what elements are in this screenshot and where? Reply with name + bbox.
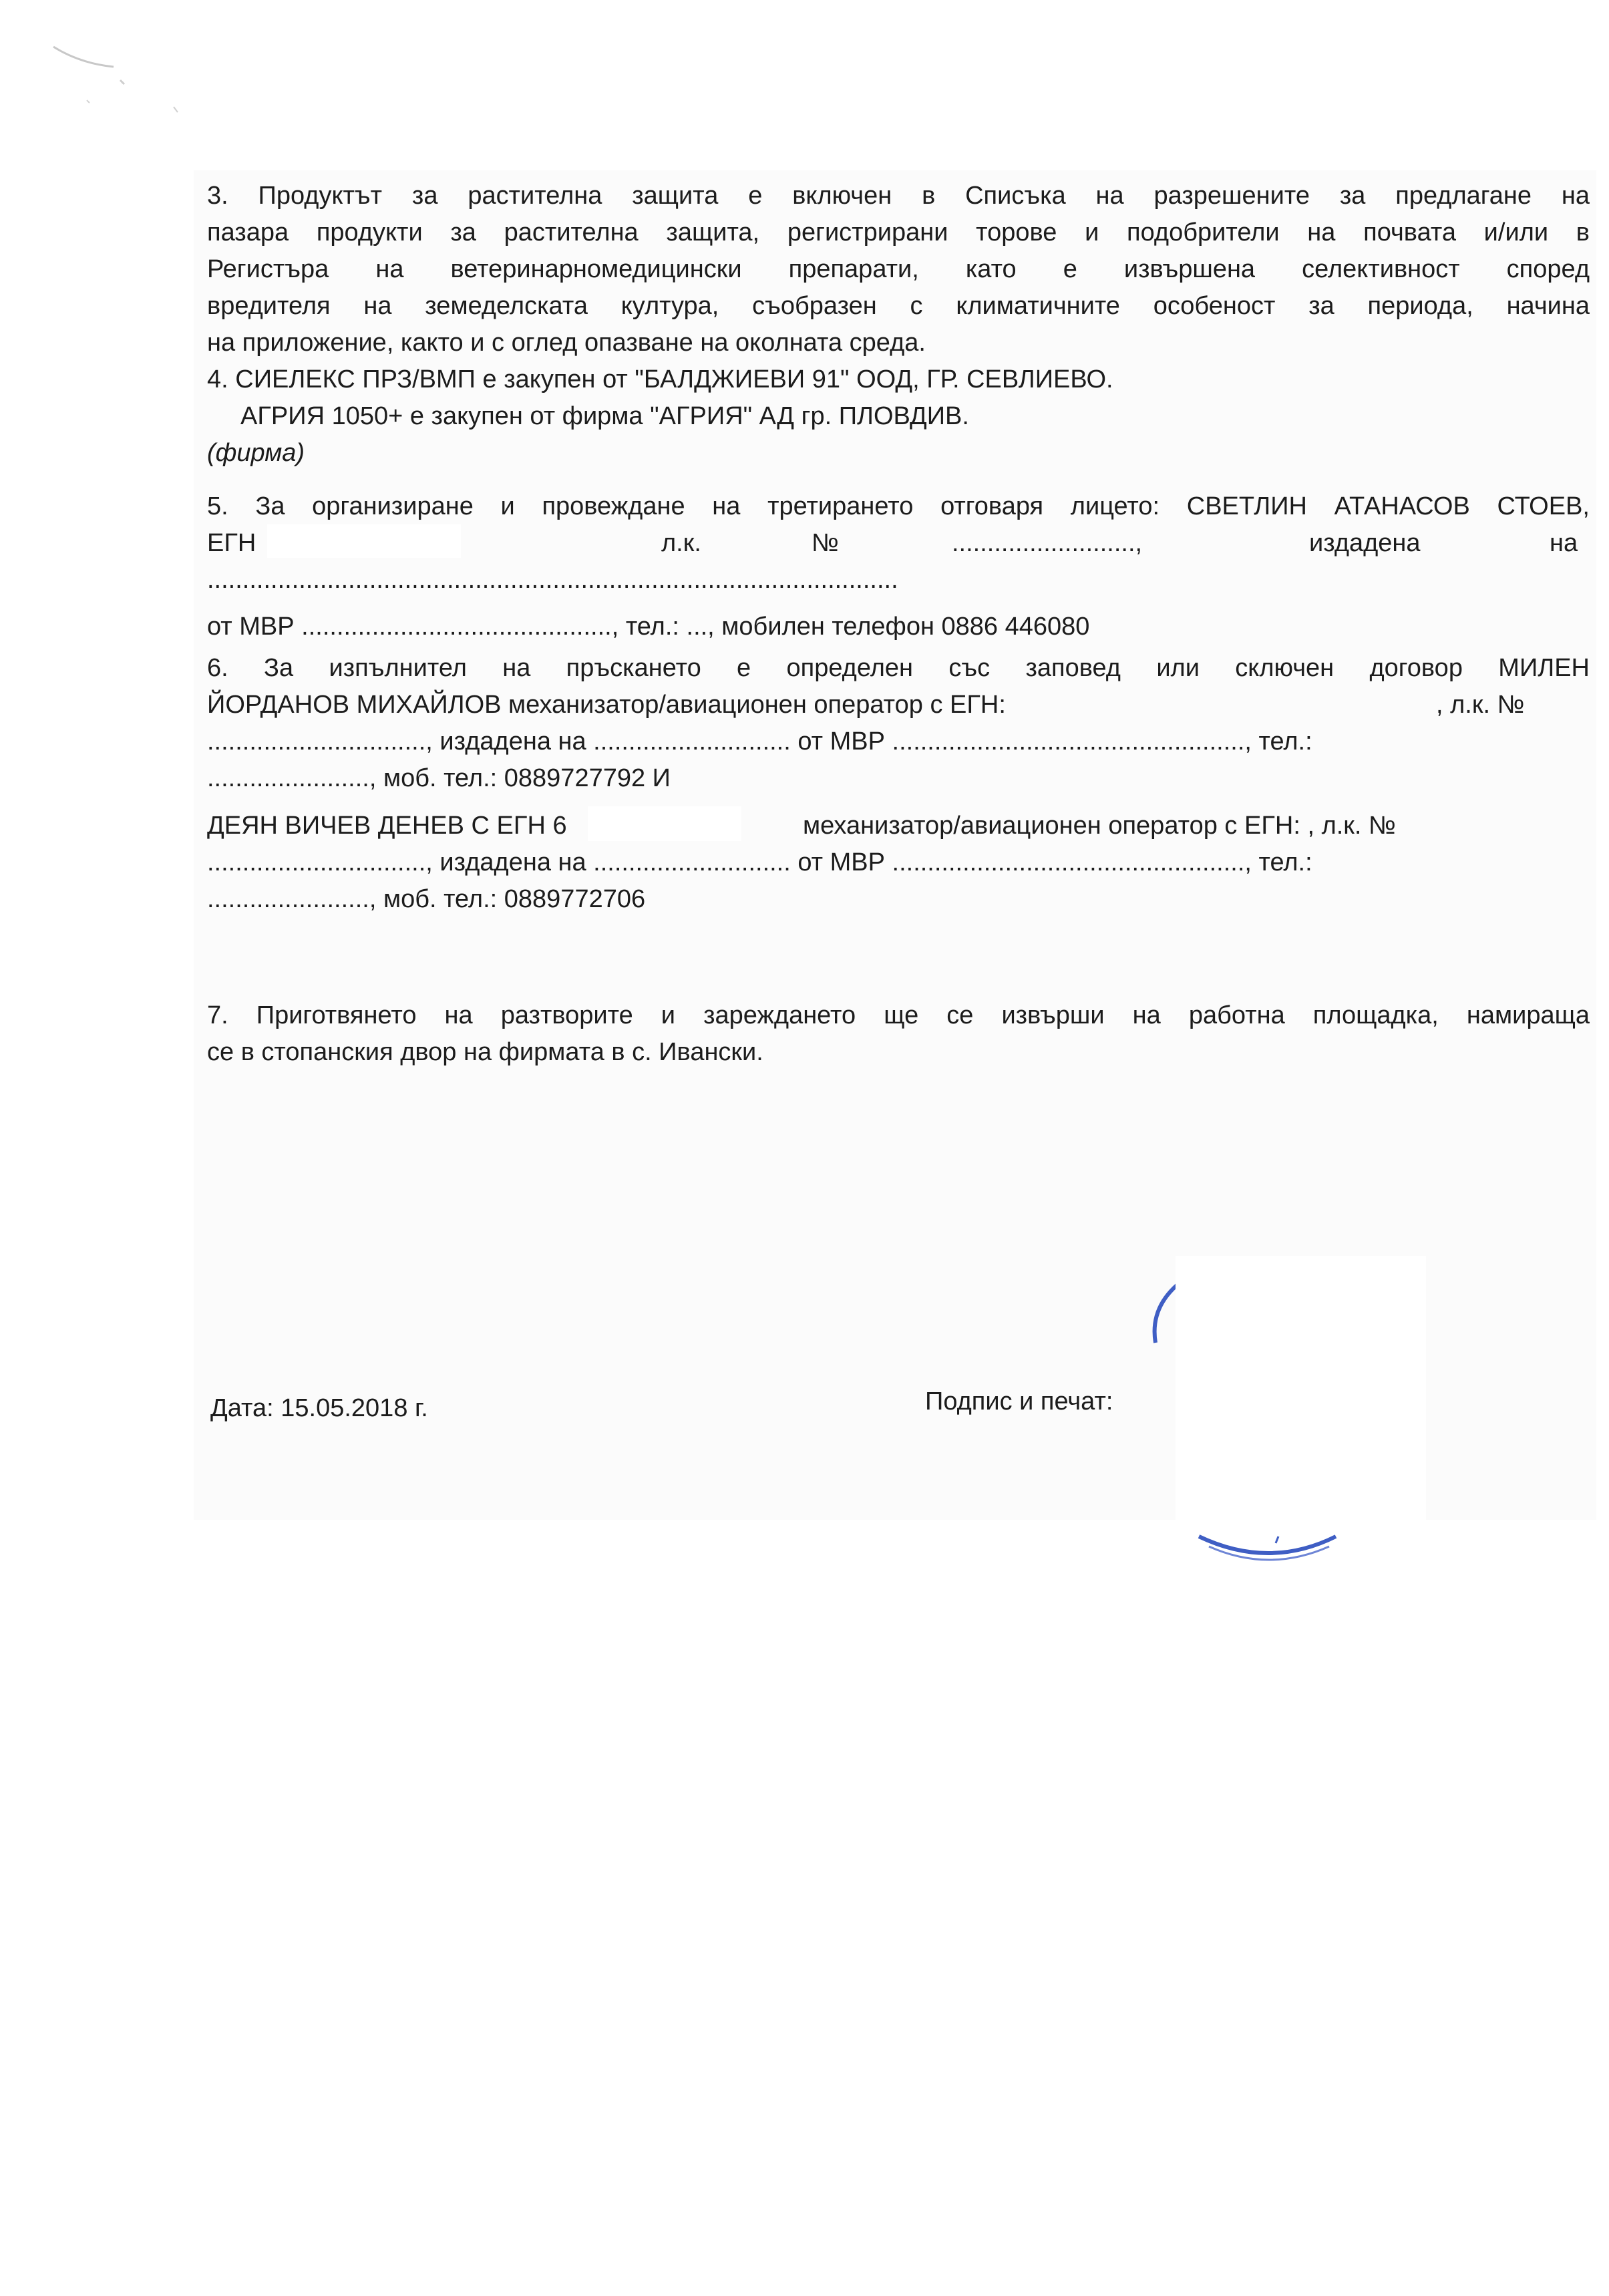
paragraph-3-line-1: 3. Продуктът за растителна защита е включен в Списъка на разрешените за предлагане на <box>207 182 1590 210</box>
firm-label: (фирма) <box>207 439 305 467</box>
paragraph-6-line-7: ......................., моб. тел.: 0889772706 <box>207 885 646 913</box>
paragraph-3-line-5: на приложение, както и с оглед опазване на околната среда. <box>207 329 926 357</box>
paragraph-3-line-2: пазара продукти за растителна защита, регистрирани торове и подобрители на почвата и/или в <box>207 218 1590 247</box>
paragraph-4-line-2: АГРИЯ 1050+ е закупен от фирма "АГРИЯ" АД гр. ПЛОВДИВ. <box>240 402 969 430</box>
date-label: Дата: 15.05.2018 г. <box>210 1394 428 1422</box>
signature-label: Подпис и печат: <box>925 1387 1113 1416</box>
paragraph-6-line-6: ..............................., издадена на ............................ от МВР .................................................., тел.: <box>207 848 1312 876</box>
number-label: № <box>812 529 839 557</box>
redacted-egn-2 <box>588 806 741 841</box>
id-number-dots: .........................., <box>952 529 1143 557</box>
paragraph-5-dots-line: .................................................................................................. <box>207 566 898 594</box>
scan-artifact <box>40 27 214 120</box>
redacted-signature-area <box>1176 1256 1426 1520</box>
paragraph-6-line-5-a: ДЕЯН ВИЧЕВ ДЕНЕВ С ЕГН 6 <box>207 812 567 840</box>
paragraph-7-line-2: се в стопанския двор на фирмата в с. Ивански. <box>207 1038 763 1066</box>
paragraph-6-line-2-b: , л.к. № <box>1436 691 1525 719</box>
egn-label: ЕГН <box>207 529 256 557</box>
paragraph-7-line-1: 7. Приготвянето на разтворите и зареждането ще се извърши на работна площадка, намираща <box>207 1001 1590 1029</box>
paragraph-6-line-1: 6. За изпълнител на пръскането е определен със заповед или сключен договор МИЛЕН <box>207 654 1590 682</box>
paragraph-5-line-1: 5. За организиране и провеждане на третирането отговаря лицето: СВЕТЛИН АТАНАСОВ СТОЕВ, <box>207 492 1590 520</box>
paragraph-6-line-3: ..............................., издадена на ............................ от МВР .................................................., тел.: <box>207 727 1312 756</box>
paragraph-4-line-1: 4. СИЕЛЕКС ПРЗ/ВМП е закупен от "БАЛДЖИЕВИ 91" ООД, ГР. СЕВЛИЕВО. <box>207 365 1113 393</box>
paragraph-6-line-4: ......................., моб. тел.: 0889727792 И <box>207 764 671 792</box>
paragraph-6-line-5-b: механизатор/авиационен оператор с ЕГН: , л.к. № <box>803 812 1396 840</box>
lk-label: л.к. <box>661 529 701 557</box>
paragraph-5-line-4: от МВР ............................................, тел.: ..., мобилен телефон 0886 446080 <box>207 613 1090 641</box>
paragraph-6-line-2-a: ЙОРДАНОВ МИХАЙЛОВ механизатор/авиационен оператор с ЕГН: <box>207 691 1006 719</box>
paragraph-3-line-3: Регистъра на ветеринарномедицински препарати, като е извършена селективност според <box>207 255 1590 283</box>
paragraph-3-line-4: вредителя на земеделската култура, съобразен с климатичните особеност за периода, начина <box>207 292 1590 320</box>
on-label: на <box>1550 529 1578 557</box>
issued-label: издадена <box>1309 529 1421 557</box>
redacted-egn <box>267 524 461 558</box>
